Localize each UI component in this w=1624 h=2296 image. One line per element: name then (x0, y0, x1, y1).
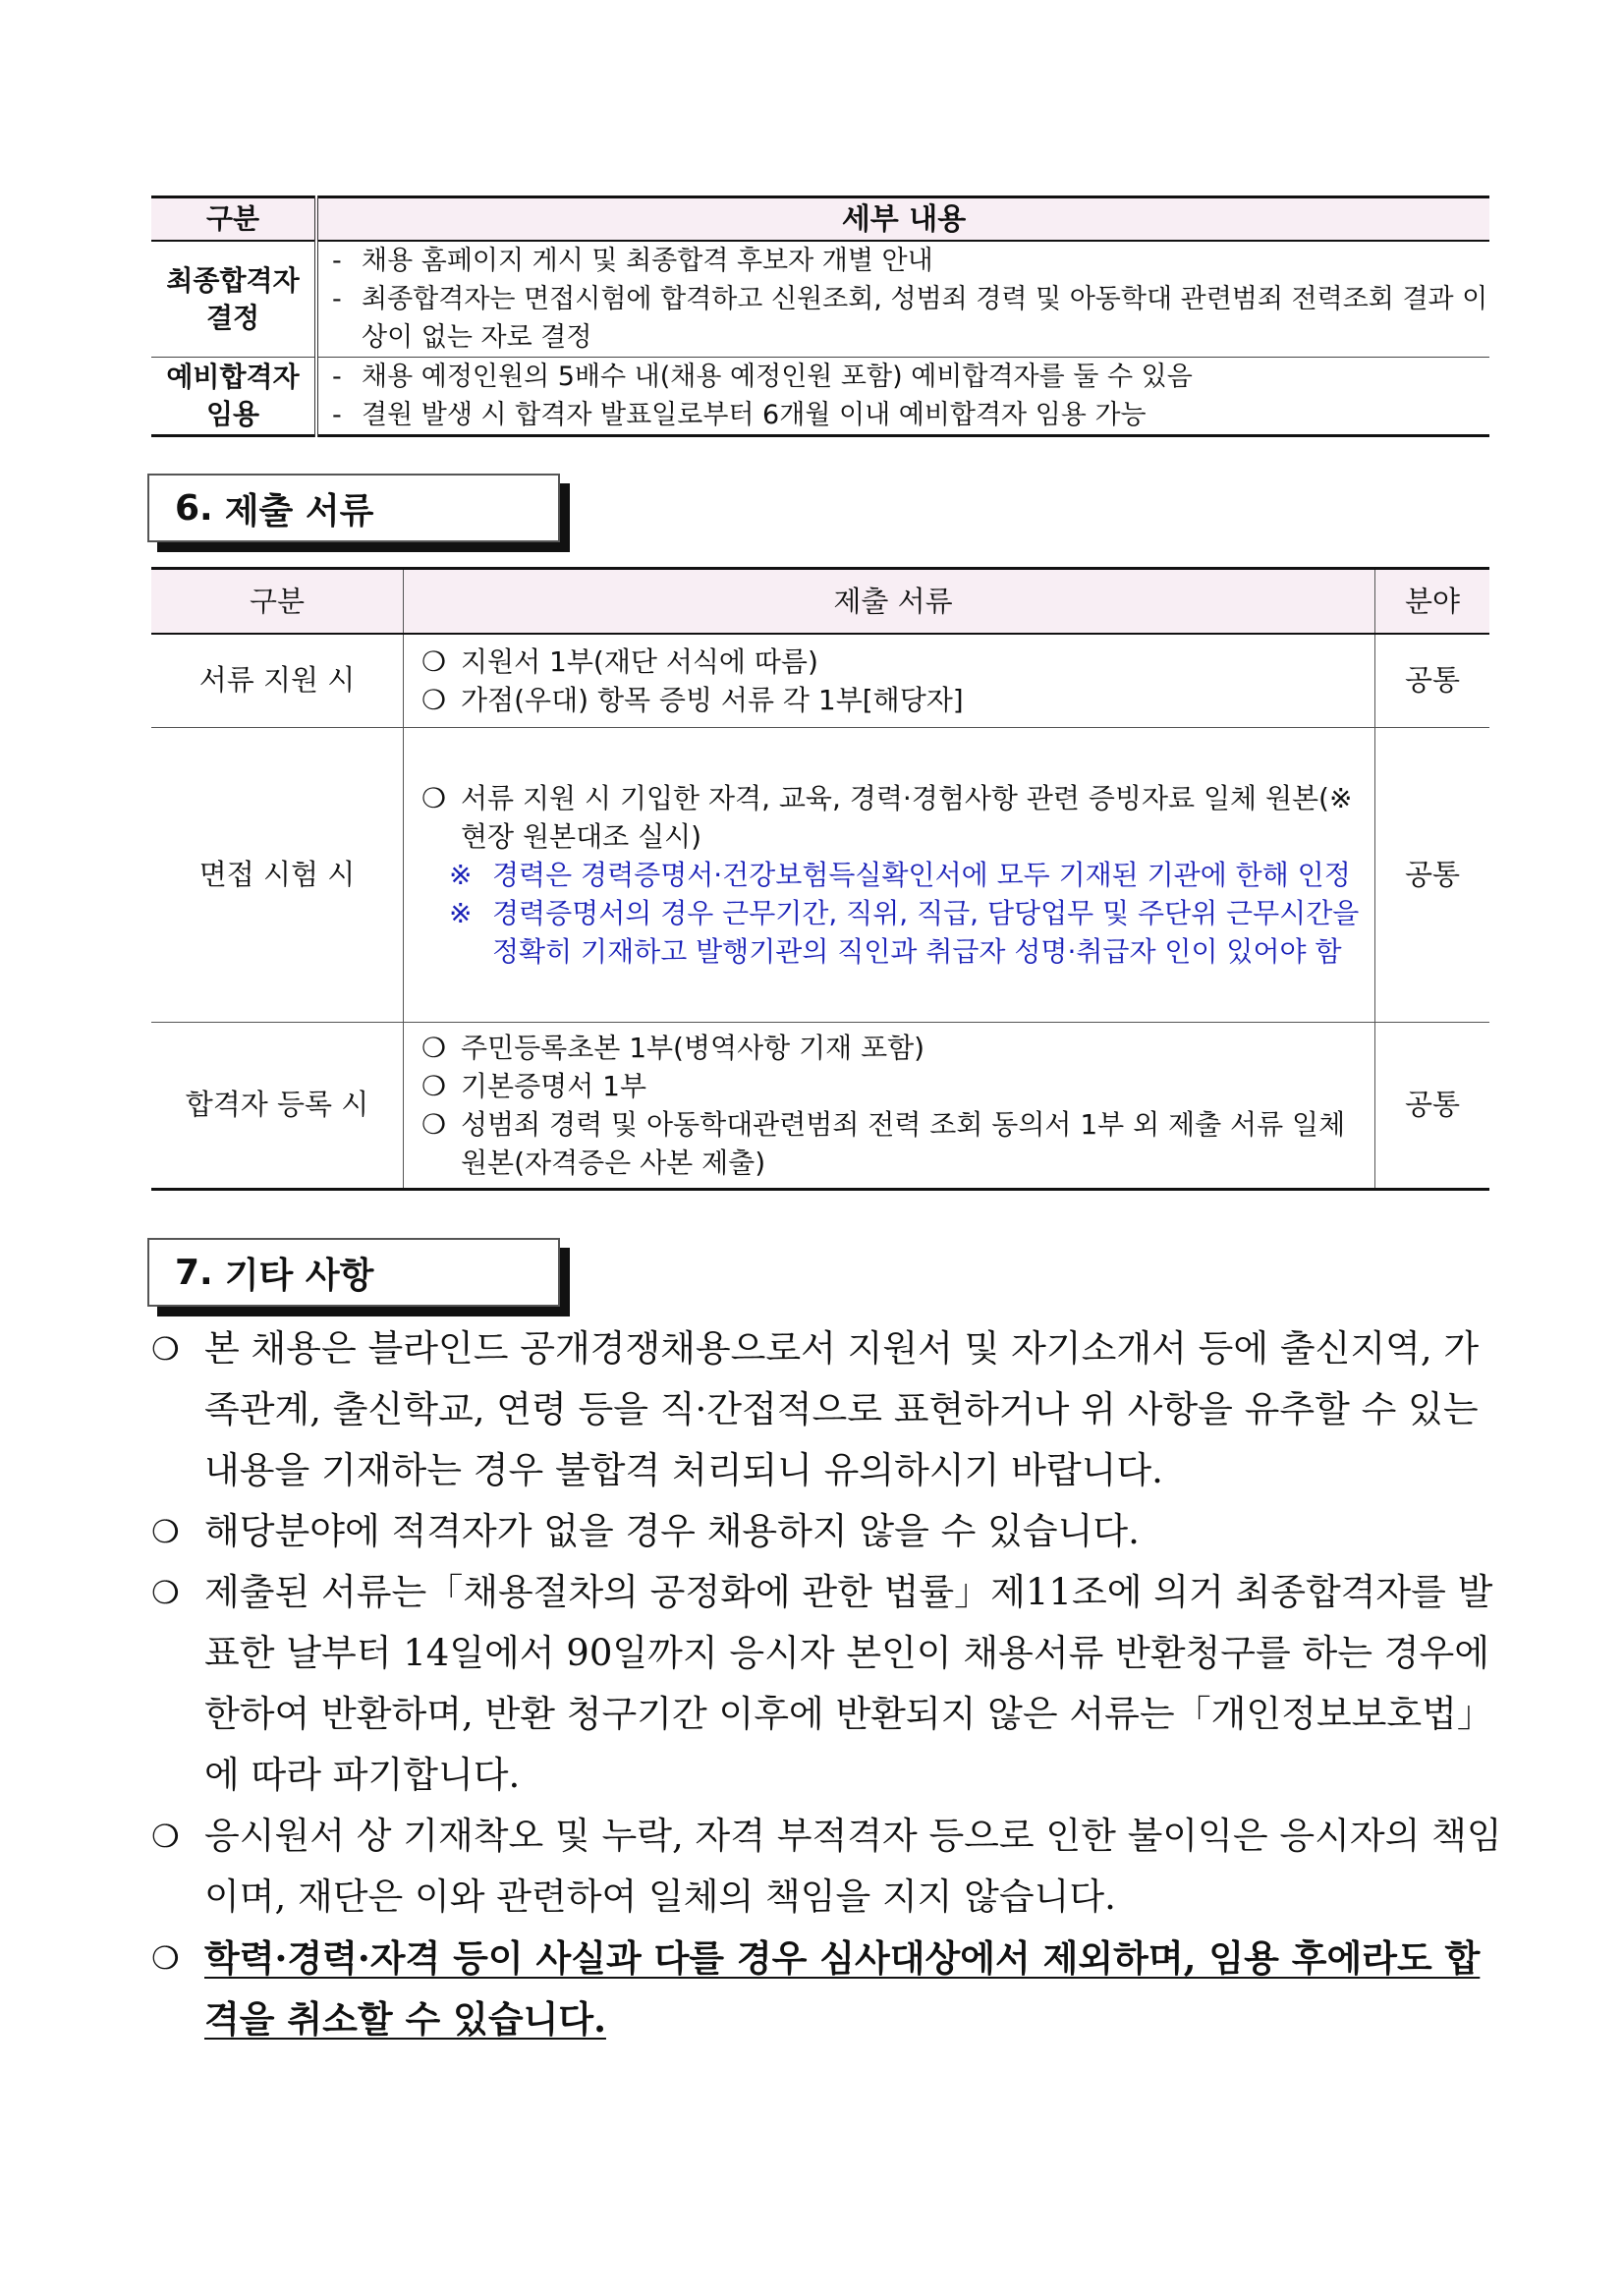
other-item (151, 1562, 1507, 1806)
document-item (421, 681, 1365, 719)
document-text: 지원서 1부(재단 서식에 따름) (461, 644, 818, 678)
document-text: 가점(우대) 항목 증빙 서류 각 1부[해당자] (461, 683, 964, 716)
circle-bullet-icon: ❍ (421, 781, 447, 814)
row-label-line: 예비합격자 (166, 361, 300, 393)
header-field: 분야 (1375, 569, 1490, 635)
dash-marker: - (332, 246, 342, 276)
circle-bullet-icon: ❍ (421, 683, 447, 716)
document-note (421, 856, 1365, 894)
row-label-line: 임용 (205, 398, 260, 430)
documents-table (151, 567, 1489, 1191)
document-text: 기본증명서 1부 (461, 1069, 647, 1102)
document-text: 서류 지원 시 기입한 자격, 교육, 경력·경험사항 관련 증빙자료 일체 원본(※ 현장 원본대조 실시) (461, 781, 1353, 853)
detail-text: 최종합격자는 면접시험에 합격하고 신원조회, 성범죄 경력 및 아동학대 관련범죄 전력조회 결과 이상이 없는 자로 결정 (362, 284, 1488, 353)
circle-bullet-icon: ❍ (151, 1513, 180, 1550)
section-title: 제출 서류 (224, 490, 374, 532)
dash-marker: - (332, 400, 342, 430)
circle-bullet-icon: ❍ (421, 1069, 447, 1102)
other-item-text: 본 채용은 블라인드 공개경쟁채용으로서 지원서 및 자기소개서 등에 출신지역, 가족관계, 출신학교, 연령 등을 직·간접적으로 표현하거나 위 사항을 유추할 수 있는 내용을 기재하는 경우 불합격 처리되니 유의하시기 바랍니다. (204, 1327, 1480, 1491)
other-item (151, 1501, 1507, 1562)
row-details (316, 358, 1489, 436)
row-documents (404, 1022, 1375, 1189)
document-item (421, 1029, 1365, 1067)
header-category: 구분 (151, 569, 404, 635)
section-title: 기타 사항 (224, 1255, 374, 1296)
row-label (151, 241, 316, 358)
row-documents (404, 634, 1375, 727)
note-text: 경력증명서의 경우 근무기간, 직위, 직급, 담당업무 및 주단위 근무시간을 정확히 기재하고 발행기관의 직인과 취급자 성명·취급자 인이 있어야 함 (492, 896, 1360, 968)
note-text: 경력은 경력증명서·건강보험득실확인서에 모두 기재된 기관에 한해 인정 (492, 858, 1351, 891)
detail-text: 결원 발생 시 합격자 발표일로부터 6개월 이내 예비합격자 임용 가능 (362, 400, 1147, 430)
section-number: 7. (175, 1252, 213, 1293)
section-6-header (147, 474, 560, 542)
row-field: 공통 (1375, 634, 1490, 727)
document-item (421, 643, 1365, 681)
row-label-line: 결정 (205, 301, 260, 334)
table-row (151, 634, 1489, 727)
final-selection-table (151, 196, 1489, 437)
table-row (151, 241, 1489, 358)
reference-mark-icon: ※ (449, 896, 473, 929)
detail-item (332, 280, 1489, 357)
document-item (421, 1067, 1365, 1105)
row-label (151, 358, 316, 436)
detail-text: 채용 홈페이지 게시 및 최종합격 후보자 개별 안내 (362, 246, 933, 276)
dash-marker: - (332, 362, 342, 392)
section-number: 6. (175, 487, 213, 529)
other-item-text: 해당분야에 적격자가 없을 경우 채용하지 않을 수 있습니다. (204, 1510, 1140, 1552)
circle-bullet-icon: ❍ (151, 1330, 180, 1368)
other-item-text: 응시원서 상 기재착오 및 누락, 자격 부적격자 등으로 인한 불이익은 응시자의 책임이며, 재단은 이와 관련하여 일체의 책임을 지지 않습니다. (204, 1815, 1502, 1918)
row-field: 공통 (1375, 727, 1490, 1022)
circle-bullet-icon: ❍ (421, 644, 447, 678)
row-category: 서류 지원 시 (151, 634, 404, 727)
other-item-text: 제출된 서류는「채용절차의 공정화에 관한 법률」제11조에 의거 최종합격자를 발표한 날부터 14일에서 90일까지 응시자 본인이 채용서류 반환청구를 하는 경우에 한하여 반환하며, 반환 청구기간 이후에 반환되지 않은 서류는「개인정보보호법」에 따라 파기합니다. (204, 1571, 1493, 1796)
other-item (151, 1928, 1507, 2049)
other-item (151, 1806, 1507, 1928)
header-details: 세부 내용 (316, 197, 1489, 242)
section-7-header (147, 1238, 560, 1307)
detail-item (332, 396, 1489, 434)
table-row (151, 727, 1489, 1022)
document-item (421, 779, 1365, 856)
circle-bullet-icon: ❍ (151, 1574, 180, 1611)
other-item (151, 1318, 1507, 1501)
document-text: 성범죄 경력 및 아동학대관련범죄 전력 조회 동의서 1부 외 제출 서류 일체 원본(자격증은 사본 제출) (461, 1107, 1346, 1179)
row-field: 공통 (1375, 1022, 1490, 1189)
row-category: 합격자 등록 시 (151, 1022, 404, 1189)
table-header-row (151, 197, 1489, 242)
row-label-line: 최종합격자 (166, 263, 300, 297)
document-text: 주민등록초본 1부(병역사항 기재 포함) (461, 1031, 925, 1064)
detail-text: 채용 예정인원의 5배수 내(채용 예정인원 포함) 예비합격자를 둘 수 있음 (362, 362, 1193, 392)
table-row (151, 1022, 1489, 1189)
dash-marker: - (332, 284, 342, 314)
detail-item (332, 358, 1489, 396)
header-documents: 제출 서류 (404, 569, 1375, 635)
document-item (421, 1105, 1365, 1182)
other-item-text: 학력·경력·자격 등이 사실과 다를 경우 심사대상에서 제외하며, 임용 후에라도 합격을 취소할 수 있습니다. (204, 1936, 1481, 2041)
document-note (421, 894, 1365, 971)
row-category: 면접 시험 시 (151, 727, 404, 1022)
row-details (316, 241, 1489, 358)
row-documents (404, 727, 1375, 1022)
circle-bullet-icon: ❍ (421, 1107, 447, 1141)
table-header-row (151, 569, 1489, 635)
circle-bullet-icon: ❍ (151, 1939, 180, 1977)
reference-mark-icon: ※ (449, 858, 473, 891)
detail-item (332, 242, 1489, 280)
circle-bullet-icon: ❍ (151, 1818, 180, 1855)
table-row (151, 358, 1489, 436)
other-items-list (151, 1318, 1507, 2049)
circle-bullet-icon: ❍ (421, 1031, 447, 1064)
header-category: 구분 (151, 197, 316, 242)
